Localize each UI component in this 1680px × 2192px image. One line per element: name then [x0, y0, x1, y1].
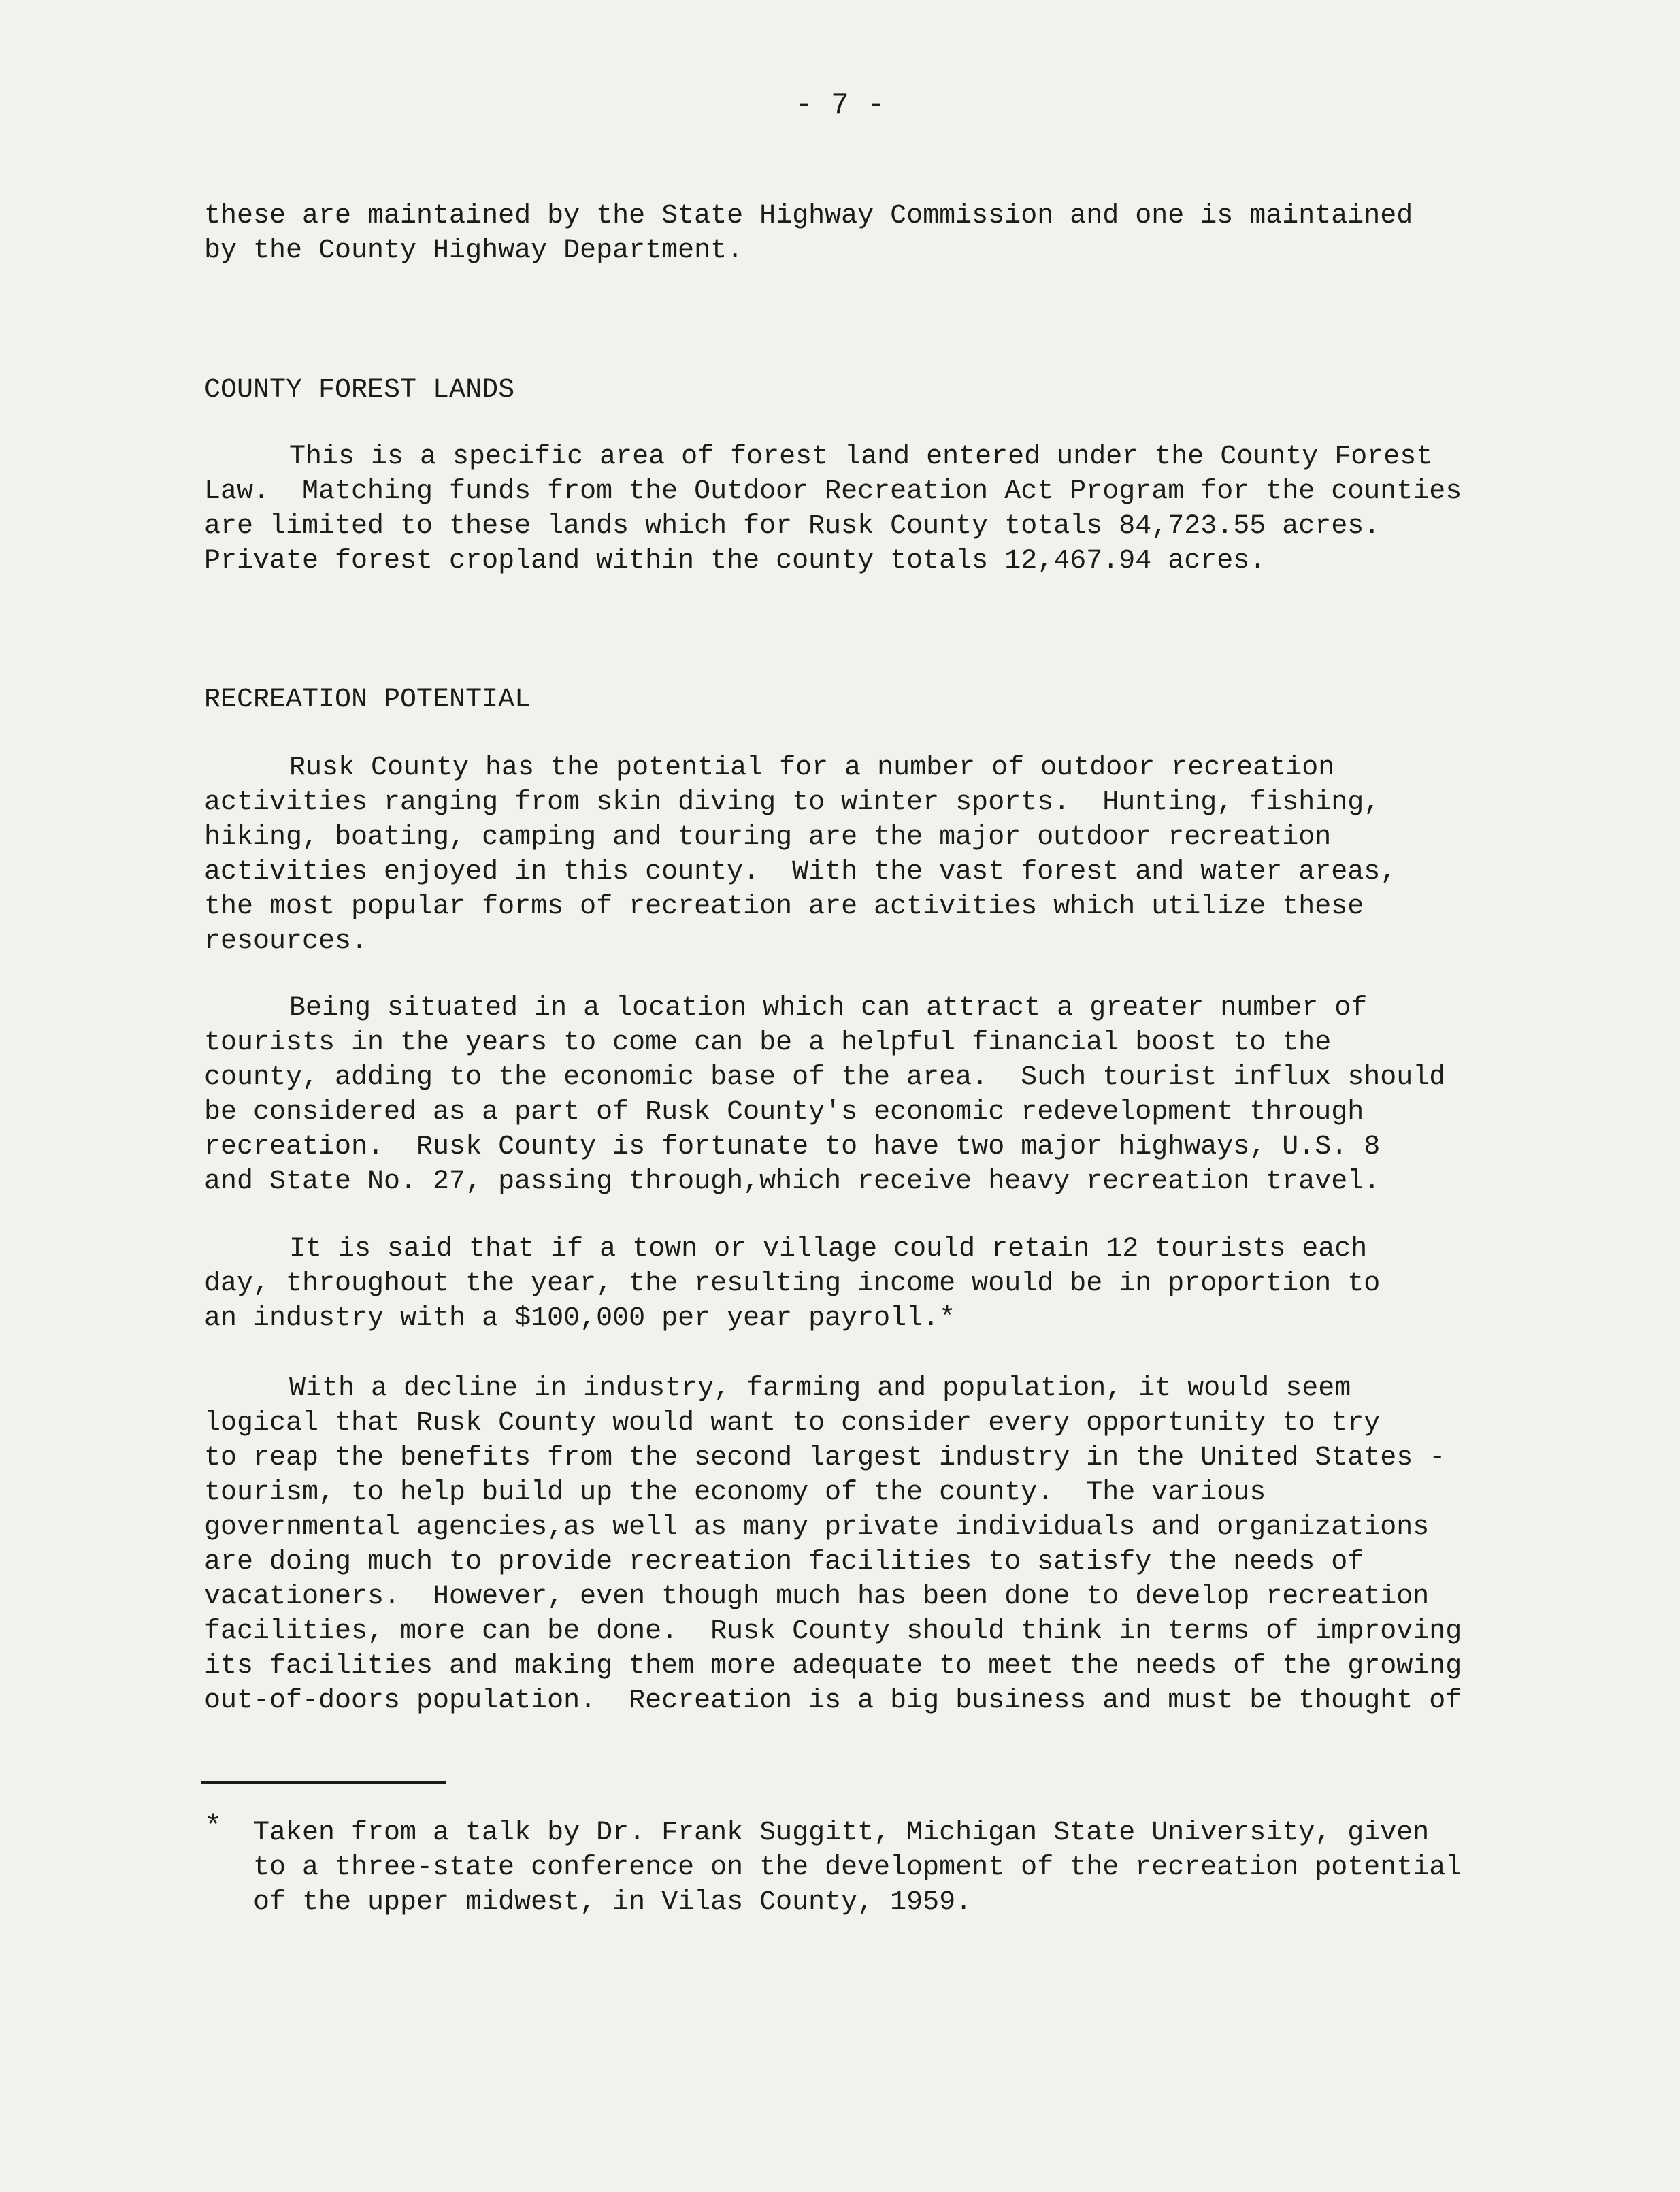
- text-line: logical that Rusk County would want to consider every opportunity to try: [204, 1408, 1381, 1439]
- section-heading-recreation-potential: RECREATION POTENTIAL: [204, 685, 531, 715]
- footnote-marker: *: [204, 1810, 223, 1844]
- text-line: tourists in the years to come can be a helpful financial boost to the: [204, 1028, 1332, 1058]
- text-line: Taken from a talk by Dr. Frank Suggitt, Michigan State University, given: [253, 1818, 1430, 1848]
- text-line: these are maintained by the State Highway Commission and one is maintained: [204, 201, 1413, 231]
- text-line: facilities, more can be done. Rusk County should think in terms of improving: [204, 1616, 1462, 1647]
- text-line: by the County Highway Department.: [204, 235, 744, 266]
- text-line: are limited to these lands which for Rusk County totals 84,723.55 acres.: [204, 511, 1381, 542]
- text-line: Law. Matching funds from the Outdoor Recreation Act Program for the counties: [204, 476, 1462, 507]
- text-line: out-of-doors population. Recreation is a big business and must be thought of: [204, 1686, 1462, 1716]
- text-line: county, adding to the economic base of the area. Such tourist influx should: [204, 1062, 1446, 1093]
- text-line: activities enjoyed in this county. With the vast forest and water areas,: [204, 857, 1397, 887]
- text-line: recreation. Rusk County is fortunate to have two major highways, U.S. 8: [204, 1132, 1381, 1162]
- text-line: of the upper midwest, in Vilas County, 1959.: [253, 1887, 972, 1918]
- text-line: an industry with a $100,000 per year payroll.*: [204, 1303, 956, 1334]
- text-line: resources.: [204, 926, 368, 957]
- text-line: activities ranging from skin diving to winter sports. Hunting, fishing,: [204, 787, 1381, 818]
- text-line: day, throughout the year, the resulting income would be in proportion to: [204, 1269, 1381, 1299]
- text-line: Being situated in a location which can attract a greater number of: [289, 993, 1368, 1024]
- text-line: With a decline in industry, farming and population, it would seem: [289, 1373, 1351, 1404]
- text-line: Rusk County has the potential for a number of outdoor recreation: [289, 753, 1335, 783]
- text-line: Private forest cropland within the county totals 12,467.94 acres.: [204, 546, 1266, 576]
- intro-paragraph: [204, 199, 1538, 268]
- text-line: tourism, to help build up the economy of the county. The various: [204, 1477, 1266, 1508]
- text-line: hiking, boating, camping and touring are the major outdoor recreation: [204, 822, 1332, 853]
- recreation-paragraph-1: [204, 751, 1538, 959]
- text-line: its facilities and making them more adequate to meet the needs of the growing: [204, 1651, 1462, 1682]
- recreation-paragraph-2: [204, 991, 1538, 1199]
- text-line: to reap the benefits from the second largest industry in the United States -: [204, 1443, 1446, 1473]
- text-line: It is said that if a town or village could retain 12 tourists each: [289, 1234, 1368, 1264]
- text-line: This is a specific area of forest land entered under the County Forest: [289, 442, 1433, 472]
- text-line: be considered as a part of Rusk County's economic redevelopment through: [204, 1097, 1364, 1128]
- recreation-paragraph-3: [204, 1232, 1538, 1336]
- text-line: vacationers. However, even though much has been done to develop recreation: [204, 1582, 1430, 1612]
- text-line: the most popular forms of recreation are activities which utilize these: [204, 891, 1364, 922]
- text-line: are doing much to provide recreation facilities to satisfy the needs of: [204, 1547, 1364, 1577]
- text-line: and State No. 27, passing through,which receive heavy recreation travel.: [204, 1166, 1381, 1197]
- page-number: - 7 -: [795, 88, 885, 122]
- text-line: to a three-state conference on the development of the recreation potential: [253, 1852, 1462, 1883]
- recreation-paragraph-4: [204, 1371, 1538, 1718]
- footnote-text: [253, 1816, 1532, 1920]
- section-heading-county-forest-lands: COUNTY FOREST LANDS: [204, 375, 515, 406]
- county-forest-lands-paragraph: [204, 440, 1538, 578]
- text-line: governmental agencies,as well as many private individuals and organizations: [204, 1512, 1430, 1543]
- footnote-divider: [201, 1781, 446, 1784]
